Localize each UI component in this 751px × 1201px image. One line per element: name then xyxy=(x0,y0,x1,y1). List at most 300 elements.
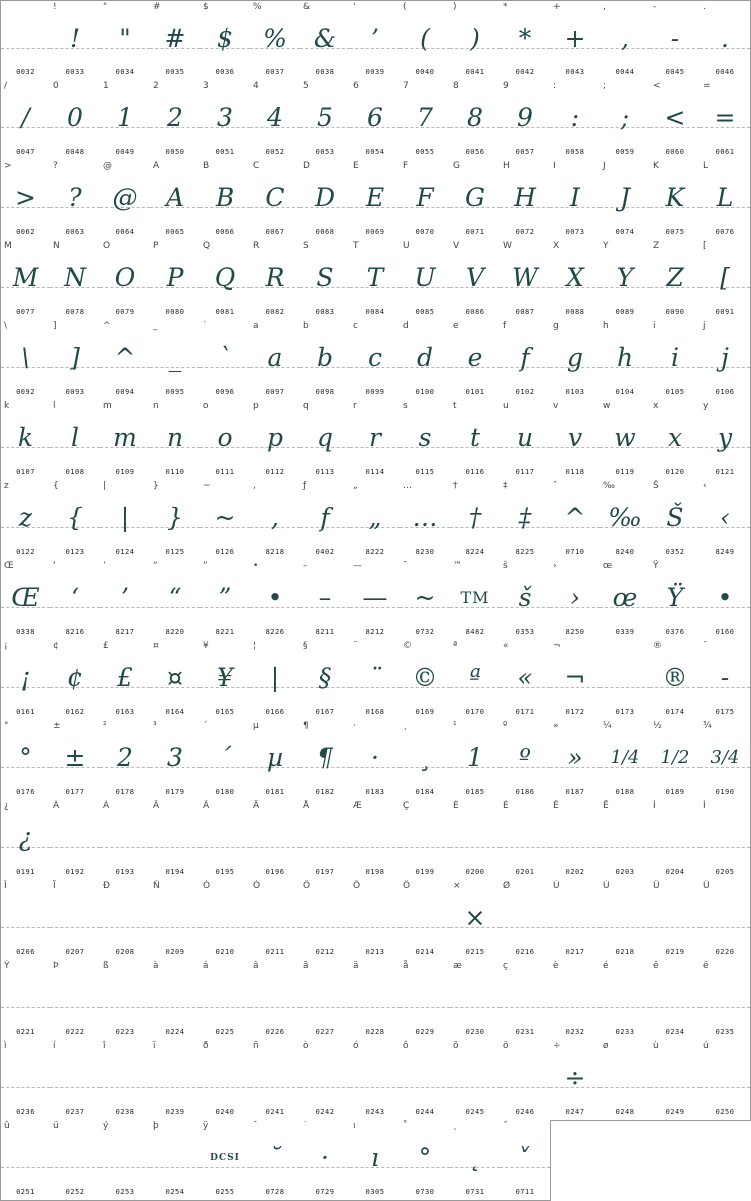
char-cell-0193[interactable] xyxy=(100,800,151,881)
char-cell-0107[interactable] xyxy=(0,400,51,481)
char-cell-0200[interactable] xyxy=(450,800,501,881)
char-cell-0186[interactable] xyxy=(500,720,551,801)
char-code: 0255 xyxy=(215,1188,235,1196)
char-code: 0124 xyxy=(115,548,135,556)
char-glyph: < xyxy=(664,103,686,132)
char-cell-0199[interactable] xyxy=(400,800,451,881)
char-cell-0240[interactable] xyxy=(200,1040,251,1121)
char-code: 0204 xyxy=(665,868,685,876)
char-cell-0118[interactable] xyxy=(550,400,601,481)
char-cell-0125[interactable] xyxy=(150,480,201,561)
char-label: $ xyxy=(203,2,209,12)
char-cell-0080[interactable] xyxy=(150,240,201,321)
char-cell-0123[interactable] xyxy=(50,480,101,561)
char-cell-0223[interactable] xyxy=(100,960,151,1041)
char-label: ‡ xyxy=(503,481,508,491)
char-cell-0250[interactable] xyxy=(700,1040,751,1121)
char-cell-0065[interactable] xyxy=(150,160,201,241)
char-code: 0060 xyxy=(665,148,685,156)
char-cell-0115[interactable] xyxy=(400,400,451,481)
char-cell-0731[interactable] xyxy=(450,1120,501,1201)
char-cell-0168[interactable] xyxy=(350,640,401,721)
char-code: 0083 xyxy=(315,308,335,316)
char-label: 3 xyxy=(203,81,209,91)
char-cell-0068[interactable] xyxy=(300,160,351,241)
char-glyph: * xyxy=(518,24,532,53)
char-cell-0101[interactable] xyxy=(450,320,501,401)
char-glyph: z xyxy=(18,503,33,532)
char-cell-0202[interactable] xyxy=(550,800,601,881)
char-code: 8482 xyxy=(465,628,485,636)
char-cell-8218[interactable] xyxy=(250,480,301,561)
char-cell-8216[interactable] xyxy=(50,560,101,641)
char-cell-0072[interactable] xyxy=(500,160,551,241)
char-cell-0077[interactable] xyxy=(0,240,51,321)
char-cell-0188[interactable] xyxy=(600,720,651,801)
char-cell-0116[interactable] xyxy=(450,400,501,481)
char-cell-0728[interactable] xyxy=(250,1120,301,1201)
char-cell-0173[interactable] xyxy=(600,640,651,721)
char-cell-0252[interactable] xyxy=(50,1120,101,1201)
char-cell-0162[interactable] xyxy=(50,640,101,721)
char-cell-0171[interactable] xyxy=(500,640,551,721)
char-cell-0175[interactable] xyxy=(700,640,751,721)
char-glyph: I xyxy=(570,183,580,212)
char-cell-0088[interactable] xyxy=(550,240,601,321)
char-cell-0215[interactable] xyxy=(450,880,501,961)
char-cell-0102[interactable] xyxy=(500,320,551,401)
char-cell-0062[interactable] xyxy=(0,160,51,241)
char-code: 0194 xyxy=(165,868,185,876)
char-cell-0169[interactable] xyxy=(400,640,451,721)
char-cell-0089[interactable] xyxy=(600,240,651,321)
char-label: { xyxy=(53,481,59,491)
char-cell-0086[interactable] xyxy=(450,240,501,321)
char-cell-0177[interactable] xyxy=(50,720,101,801)
char-label: ¹ xyxy=(453,721,457,731)
char-cell-0730[interactable] xyxy=(400,1120,451,1201)
char-cell-0185[interactable] xyxy=(450,720,501,801)
char-cell-0096[interactable] xyxy=(200,320,251,401)
char-cell-0069[interactable] xyxy=(350,160,401,241)
char-cell-0073[interactable] xyxy=(550,160,601,241)
char-cell-0227[interactable] xyxy=(300,960,351,1041)
char-cell-0093[interactable] xyxy=(50,320,101,401)
char-cell-0353[interactable] xyxy=(500,560,551,641)
char-code: 0208 xyxy=(115,948,135,956)
char-label: Õ xyxy=(353,881,361,891)
char-cell-0120[interactable] xyxy=(650,400,701,481)
char-label: ´ xyxy=(203,721,208,731)
char-cell-0104[interactable] xyxy=(600,320,651,401)
char-cell-0078[interactable] xyxy=(50,240,101,321)
char-cell-0402[interactable] xyxy=(300,480,351,561)
char-cell-0196[interactable] xyxy=(250,800,301,881)
char-cell-0110[interactable] xyxy=(150,400,201,481)
char-cell-0219[interactable] xyxy=(650,880,701,961)
char-cell-0109[interactable] xyxy=(100,400,151,481)
char-cell-0253[interactable] xyxy=(100,1120,151,1201)
char-cell-0249[interactable] xyxy=(650,1040,701,1121)
char-label: ° xyxy=(4,721,9,731)
char-cell-0182[interactable] xyxy=(300,720,351,801)
char-cell-0201[interactable] xyxy=(500,800,551,881)
char-cell-0233[interactable] xyxy=(600,960,651,1041)
char-cell-8211[interactable] xyxy=(300,560,351,641)
char-cell-0105[interactable] xyxy=(650,320,701,401)
char-cell-0090[interactable] xyxy=(650,240,701,321)
char-cell-0103[interactable] xyxy=(550,320,601,401)
char-label: . xyxy=(703,2,706,12)
char-cell-0244[interactable] xyxy=(400,1040,451,1121)
char-code: 0165 xyxy=(215,708,235,716)
char-glyph: 7 xyxy=(417,103,433,132)
char-cell-0117[interactable] xyxy=(500,400,551,481)
char-code: 0082 xyxy=(265,308,285,316)
char-glyph: ª xyxy=(469,663,481,692)
char-cell-0111[interactable] xyxy=(200,400,251,481)
char-code: 0166 xyxy=(265,708,285,716)
char-code: 8225 xyxy=(515,548,535,556)
char-cell-0711[interactable] xyxy=(500,1120,551,1201)
char-cell-0041[interactable] xyxy=(450,0,501,81)
char-cell-0058[interactable] xyxy=(550,80,601,161)
char-cell-0204[interactable] xyxy=(650,800,701,881)
char-cell-0208[interactable] xyxy=(100,880,151,961)
char-cell-0197[interactable] xyxy=(300,800,351,881)
char-cell-0055[interactable] xyxy=(400,80,451,161)
char-cell-0032[interactable] xyxy=(0,0,51,81)
char-cell-0235[interactable] xyxy=(700,960,751,1041)
char-code: 0041 xyxy=(465,68,485,76)
char-label: Æ xyxy=(353,801,362,811)
char-label: … xyxy=(403,481,412,491)
char-cell-0043[interactable] xyxy=(550,0,601,81)
char-cell-0085[interactable] xyxy=(400,240,451,321)
char-label: â xyxy=(253,961,259,971)
char-glyph: w xyxy=(614,423,636,452)
char-glyph: 8 xyxy=(467,103,483,132)
char-cell-0163[interactable] xyxy=(100,640,151,721)
char-cell-0180[interactable] xyxy=(200,720,251,801)
char-glyph: ® xyxy=(662,663,688,692)
char-cell-0226[interactable] xyxy=(250,960,301,1041)
char-cell-0352[interactable] xyxy=(650,480,701,561)
char-cell-0220[interactable] xyxy=(700,880,751,961)
char-code: 8218 xyxy=(265,548,285,556)
char-cell-0051[interactable] xyxy=(200,80,251,161)
char-cell-0119[interactable] xyxy=(600,400,651,481)
char-cell-0050[interactable] xyxy=(150,80,201,161)
char-label: ô xyxy=(403,1041,409,1051)
char-cell-0183[interactable] xyxy=(350,720,401,801)
char-code: 0190 xyxy=(715,788,735,796)
char-cell-0376[interactable] xyxy=(650,560,701,641)
char-code: 0045 xyxy=(665,68,685,76)
char-cell-0054[interactable] xyxy=(350,80,401,161)
char-cell-0064[interactable] xyxy=(100,160,151,241)
char-glyph: · xyxy=(321,1143,329,1172)
char-code: 0231 xyxy=(515,1028,535,1036)
char-cell-8224[interactable] xyxy=(450,480,501,561)
char-cell-0184[interactable] xyxy=(400,720,451,801)
char-cell-0238[interactable] xyxy=(100,1040,151,1121)
char-cell-0732[interactable] xyxy=(400,560,451,641)
char-label: ¡ xyxy=(4,641,8,651)
char-cell-0247[interactable] xyxy=(550,1040,601,1121)
char-cell-0192[interactable] xyxy=(50,800,101,881)
char-cell-0207[interactable] xyxy=(50,880,101,961)
char-cell-0112[interactable] xyxy=(250,400,301,481)
char-cell-0097[interactable] xyxy=(250,320,301,401)
char-cell-8222[interactable] xyxy=(350,480,401,561)
char-cell-0035[interactable] xyxy=(150,0,201,81)
char-cell-0037[interactable] xyxy=(250,0,301,81)
char-cell-0106[interactable] xyxy=(700,320,751,401)
char-cell-0729[interactable] xyxy=(300,1120,351,1201)
char-cell-0206[interactable] xyxy=(0,880,51,961)
char-cell-0217[interactable] xyxy=(550,880,601,961)
char-code: 0234 xyxy=(665,1028,685,1036)
char-cell-0113[interactable] xyxy=(300,400,351,481)
char-cell-0045[interactable] xyxy=(650,0,701,81)
char-label: 4 xyxy=(253,81,259,91)
char-cell-8221[interactable] xyxy=(200,560,251,641)
char-cell-0034[interactable] xyxy=(100,0,151,81)
char-label: 7 xyxy=(403,81,409,91)
char-cell-0161[interactable] xyxy=(0,640,51,721)
char-glyph: 2 xyxy=(117,743,133,772)
char-cell-0242[interactable] xyxy=(300,1040,351,1121)
char-cell-0060[interactable] xyxy=(650,80,701,161)
char-cell-0076[interactable] xyxy=(700,160,751,241)
char-cell-0091[interactable] xyxy=(700,240,751,321)
char-cell-0121[interactable] xyxy=(700,400,751,481)
char-label: ’ xyxy=(103,561,106,571)
char-cell-0124[interactable] xyxy=(100,480,151,561)
char-cell-0213[interactable] xyxy=(350,880,401,961)
char-cell-0082[interactable] xyxy=(250,240,301,321)
char-cell-0305[interactable] xyxy=(350,1120,401,1201)
char-glyph: — xyxy=(362,583,388,612)
char-cell-0066[interactable] xyxy=(200,160,251,241)
char-cell-0230[interactable] xyxy=(450,960,501,1041)
char-cell-0181[interactable] xyxy=(250,720,301,801)
char-cell-0239[interactable] xyxy=(150,1040,201,1121)
char-cell-0044[interactable] xyxy=(600,0,651,81)
char-cell-0254[interactable] xyxy=(150,1120,201,1201)
char-cell-0190[interactable] xyxy=(700,720,751,801)
char-cell-0216[interactable] xyxy=(500,880,551,961)
char-cell-0067[interactable] xyxy=(250,160,301,241)
char-cell-8225[interactable] xyxy=(500,480,551,561)
char-code: 0057 xyxy=(515,148,535,156)
char-cell-0218[interactable] xyxy=(600,880,651,961)
char-code: 0240 xyxy=(215,1108,235,1116)
char-cell-0092[interactable] xyxy=(0,320,51,401)
char-cell-0174[interactable] xyxy=(650,640,701,721)
char-cell-0048[interactable] xyxy=(50,80,101,161)
char-cell-0087[interactable] xyxy=(500,240,551,321)
char-cell-0098[interactable] xyxy=(300,320,351,401)
char-cell-0126[interactable] xyxy=(200,480,251,561)
char-cell-0203[interactable] xyxy=(600,800,651,881)
char-code: 0207 xyxy=(65,948,85,956)
char-cell-0241[interactable] xyxy=(250,1040,301,1121)
char-cell-0176[interactable] xyxy=(0,720,51,801)
char-cell-0167[interactable] xyxy=(300,640,351,721)
char-code: 0171 xyxy=(515,708,535,716)
char-cell-0042[interactable] xyxy=(500,0,551,81)
char-cell-0221[interactable] xyxy=(0,960,51,1041)
char-cell-0237[interactable] xyxy=(50,1040,101,1121)
char-label: k xyxy=(4,401,10,411)
char-label: X xyxy=(553,241,560,251)
char-cell-0079[interactable] xyxy=(100,240,151,321)
char-glyph: • xyxy=(717,583,733,612)
char-cell-0099[interactable] xyxy=(350,320,401,401)
char-cell-0246[interactable] xyxy=(500,1040,551,1121)
char-code: 0054 xyxy=(365,148,385,156)
char-cell-8217[interactable] xyxy=(100,560,151,641)
char-cell-0228[interactable] xyxy=(350,960,401,1041)
char-cell-0114[interactable] xyxy=(350,400,401,481)
char-cell-0195[interactable] xyxy=(200,800,251,881)
char-cell-0710[interactable] xyxy=(550,480,601,561)
char-cell-0232[interactable] xyxy=(550,960,601,1041)
char-cell-0166[interactable] xyxy=(250,640,301,721)
char-label: o xyxy=(203,401,209,411)
char-cell-0033[interactable] xyxy=(50,0,101,81)
char-cell-0234[interactable] xyxy=(650,960,701,1041)
char-cell-0071[interactable] xyxy=(450,160,501,241)
char-cell-0187[interactable] xyxy=(550,720,601,801)
char-cell-8249[interactable] xyxy=(700,480,751,561)
char-cell-0036[interactable] xyxy=(200,0,251,81)
char-cell-0040[interactable] xyxy=(400,0,451,81)
char-cell-0063[interactable] xyxy=(50,160,101,241)
char-cell-8230[interactable] xyxy=(400,480,451,561)
char-cell-0194[interactable] xyxy=(150,800,201,881)
char-cell-0108[interactable] xyxy=(50,400,101,481)
char-cell-8212[interactable] xyxy=(350,560,401,641)
char-cell-0059[interactable] xyxy=(600,80,651,161)
char-cell-0339[interactable] xyxy=(600,560,651,641)
char-code: 0037 xyxy=(265,68,285,76)
char-cell-0049[interactable] xyxy=(100,80,151,161)
char-cell-0046[interactable] xyxy=(700,0,751,81)
char-cell-0056[interactable] xyxy=(450,80,501,161)
char-cell-0229[interactable] xyxy=(400,960,451,1041)
char-cell-0236[interactable] xyxy=(0,1040,51,1121)
char-label: L xyxy=(703,161,709,171)
char-cell-0100[interactable] xyxy=(400,320,451,401)
char-label: é xyxy=(603,961,609,971)
char-cell-0209[interactable] xyxy=(150,880,201,961)
char-cell-0191[interactable] xyxy=(0,800,51,881)
char-cell-0165[interactable] xyxy=(200,640,251,721)
char-cell-0164[interactable] xyxy=(150,640,201,721)
char-label: = xyxy=(703,81,711,91)
char-cell-8226[interactable] xyxy=(250,560,301,641)
char-label: ¯ xyxy=(703,641,708,651)
char-cell-0255[interactable] xyxy=(200,1120,251,1201)
char-cell-0074[interactable] xyxy=(600,160,651,241)
char-cell-0170[interactable] xyxy=(450,640,501,721)
char-cell-0122[interactable] xyxy=(0,480,51,561)
char-cell-0057[interactable] xyxy=(500,80,551,161)
char-cell-0212[interactable] xyxy=(300,880,351,961)
char-cell-0214[interactable] xyxy=(400,880,451,961)
char-cell-0083[interactable] xyxy=(300,240,351,321)
char-label: Œ xyxy=(4,561,14,571)
char-cell-0205[interactable] xyxy=(700,800,751,881)
char-cell-0039[interactable] xyxy=(350,0,401,81)
char-cell-0052[interactable] xyxy=(250,80,301,161)
char-code: 0339 xyxy=(615,628,635,636)
char-cell-0178[interactable] xyxy=(100,720,151,801)
char-code: 0214 xyxy=(415,948,435,956)
char-label: † xyxy=(453,481,458,491)
char-glyph: ; xyxy=(620,103,630,132)
char-code: 0249 xyxy=(665,1108,685,1116)
char-code: 0109 xyxy=(115,468,135,476)
char-cell-8482[interactable] xyxy=(450,560,501,641)
char-cell-0243[interactable] xyxy=(350,1040,401,1121)
char-cell-0198[interactable] xyxy=(350,800,401,881)
char-cell-0210[interactable] xyxy=(200,880,251,961)
char-cell-0070[interactable] xyxy=(400,160,451,241)
char-glyph: ) xyxy=(470,24,480,53)
char-cell-0061[interactable] xyxy=(700,80,751,161)
char-cell-0211[interactable] xyxy=(250,880,301,961)
char-cell-0160[interactable] xyxy=(700,560,751,641)
char-glyph: ” xyxy=(218,583,232,612)
char-cell-0222[interactable] xyxy=(50,960,101,1041)
char-cell-0094[interactable] xyxy=(100,320,151,401)
char-cell-0084[interactable] xyxy=(350,240,401,321)
char-cell-0179[interactable] xyxy=(150,720,201,801)
char-glyph: Ÿ xyxy=(666,583,684,612)
char-cell-0038[interactable] xyxy=(300,0,351,81)
char-code: 0187 xyxy=(565,788,585,796)
char-cell-0189[interactable] xyxy=(650,720,701,801)
char-cell-0251[interactable] xyxy=(0,1120,51,1201)
char-cell-0231[interactable] xyxy=(500,960,551,1041)
char-cell-0095[interactable] xyxy=(150,320,201,401)
char-glyph: B xyxy=(215,183,235,212)
char-cell-0245[interactable] xyxy=(450,1040,501,1121)
char-cell-0225[interactable] xyxy=(200,960,251,1041)
char-cell-0081[interactable] xyxy=(200,240,251,321)
char-cell-0075[interactable] xyxy=(650,160,701,241)
char-glyph: £ xyxy=(117,663,133,692)
char-code: 0212 xyxy=(315,948,335,956)
char-label: ö xyxy=(503,1041,509,1051)
char-glyph: r xyxy=(369,423,381,452)
char-cell-0172[interactable] xyxy=(550,640,601,721)
char-cell-0338[interactable] xyxy=(0,560,51,641)
char-cell-8240[interactable] xyxy=(600,480,651,561)
char-cell-0248[interactable] xyxy=(600,1040,651,1121)
char-cell-8250[interactable] xyxy=(550,560,601,641)
char-glyph: & xyxy=(313,24,337,53)
char-cell-8220[interactable] xyxy=(150,560,201,641)
char-cell-0047[interactable] xyxy=(0,80,51,161)
char-cell-0224[interactable] xyxy=(150,960,201,1041)
char-cell-0053[interactable] xyxy=(300,80,351,161)
char-label: º xyxy=(503,721,508,731)
